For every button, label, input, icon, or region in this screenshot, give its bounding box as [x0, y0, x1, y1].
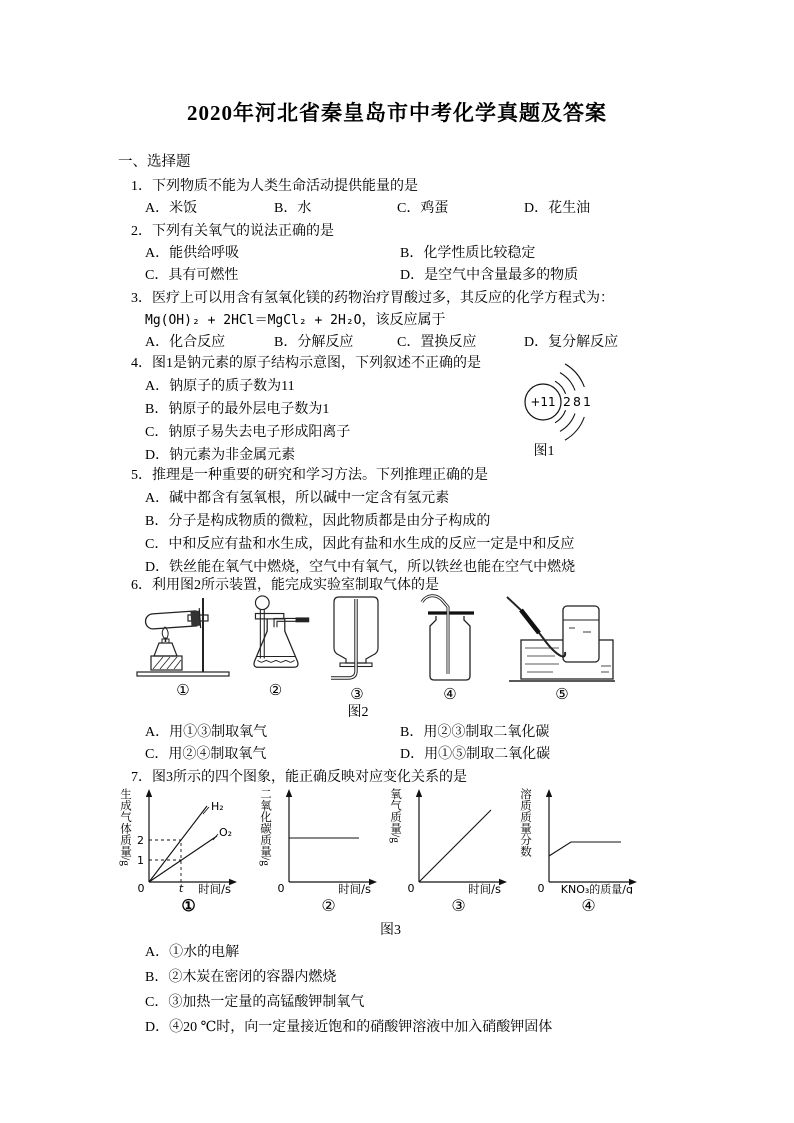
- question-5-stem: 5．推理是一种重要的研究和学习方法。下列推理正确的是: [131, 468, 488, 483]
- graph-1-number: ①: [181, 898, 196, 915]
- option: B．水: [274, 201, 312, 216]
- option: D．花生油: [524, 201, 591, 216]
- origin-label: 0: [277, 882, 285, 894]
- option: C．鸡蛋: [397, 201, 449, 216]
- question-5: [131, 464, 691, 579]
- figure-1-caption: 图1: [533, 444, 555, 459]
- origin-label: 0: [137, 882, 145, 894]
- graph-3: [388, 786, 518, 918]
- o2-line: [149, 836, 217, 882]
- apparatus-5-label: ⑤: [555, 687, 569, 703]
- graph-2-plot: [271, 786, 386, 894]
- option: B．钠原子的最外层电子数为1: [145, 402, 330, 417]
- graph-3-number: ③: [451, 898, 466, 915]
- chemical-equation: Mg(OH)₂ + 2HCl＝MgCl₂ + 2H₂O: [145, 313, 362, 328]
- question-3-stem: 3．医疗上可以用含有氢氧化镁的药物治疗胃酸过多，其反应的化学方程式为：: [131, 291, 614, 306]
- question-7-stem: 7．图3所示的四个图象，能正确反映对应变化关系的是: [131, 770, 467, 785]
- option: A．①水的电解: [145, 945, 240, 960]
- gas-jar-with-delivery-tube-icon: [416, 592, 484, 684]
- option: B．分解反应: [274, 335, 354, 350]
- apparatus-4-label: ④: [443, 687, 457, 703]
- h2-line: [149, 806, 207, 882]
- question-1-stem: 1．下列物质不能为人类生命活动提供能量的是: [131, 179, 418, 194]
- xlabel: 时间/s: [468, 882, 501, 894]
- rising-line: [419, 810, 491, 882]
- ytick-2: 2: [137, 834, 144, 847]
- question-3-options: [131, 332, 691, 354]
- xlabel: KNO₃的质量/g: [560, 883, 633, 894]
- graph-2-number: ②: [321, 898, 336, 915]
- question-4-stem: 4．图1是钠元素的原子结构示意图，下列叙述不正确的是: [131, 356, 481, 371]
- apparatus-4: [416, 592, 484, 704]
- graph-4-plot: [531, 786, 646, 894]
- shell-electron-count: 8: [573, 394, 581, 409]
- graph-2-ylabel: 二氧化碳质量/g: [259, 788, 271, 866]
- nucleus-charge: +11: [530, 395, 556, 409]
- option: D．钠元素为非金属元素: [145, 448, 296, 463]
- option: C．③加热一定量的高锰酸钾制氧气: [145, 995, 365, 1010]
- question-2: [131, 221, 691, 287]
- option: A．能供给呼吸: [145, 246, 240, 261]
- option: A．碱中都含有氢氧根，所以碱中一定含有氢元素: [145, 491, 450, 506]
- heating-test-tube-on-stand-icon: [133, 592, 233, 680]
- apparatus-1: [133, 592, 233, 700]
- option: A．钠原子的质子数为11: [145, 379, 295, 394]
- shell-electron-count: 1: [583, 394, 591, 409]
- option: D．复分解反应: [524, 335, 619, 350]
- figure-2-caption: 图2: [347, 705, 369, 720]
- shell-electron-count: 2: [563, 394, 571, 409]
- xlabel: 时间/s: [198, 882, 231, 894]
- question-1-options: [131, 198, 691, 220]
- option: A．用①③制取氧气: [145, 725, 268, 740]
- graph-1-plot: [131, 786, 246, 894]
- figure-3-graphs-row: [118, 786, 666, 918]
- series-label-h2: H₂: [211, 800, 224, 813]
- section-header: 一、选择题: [118, 154, 191, 170]
- option: B．化学性质比较稳定: [400, 246, 536, 261]
- question-6-options: [131, 722, 691, 766]
- graph-1: [118, 786, 258, 918]
- option: D．④20 ℃时，向一定量接近饱和的硝酸钾溶液中加入硝酸钾固体: [145, 1020, 553, 1035]
- apparatus-1-label: ①: [176, 683, 190, 699]
- option: D．铁丝能在氧气中燃烧，空气中有氧气，所以铁丝也能在空气中燃烧: [145, 560, 576, 575]
- option: B．分子是构成物质的微粒，因此物质都是由分子构成的: [145, 514, 491, 529]
- xtick-t: t: [178, 882, 184, 894]
- question-6-options-row-2: [131, 744, 691, 766]
- page-title: 2020年河北省秦皇岛市中考化学真题及答案: [187, 101, 607, 125]
- series-label-o2: O₂: [219, 826, 233, 839]
- rise-then-plateau-line: [549, 842, 621, 856]
- option: B．用②③制取二氧化碳: [400, 725, 550, 740]
- question-2-options-row-1: [131, 243, 691, 265]
- xlabel: 时间/s: [338, 882, 371, 894]
- inverted-bottle-with-tube-icon: [323, 592, 391, 684]
- figure-3-caption: 图3: [380, 923, 401, 938]
- apparatus-3: [323, 592, 391, 704]
- option: C．具有可燃性: [145, 268, 239, 283]
- question-6-stem: 6．利用图2所示装置，能完成实验室制取气体的是: [131, 578, 439, 593]
- figure-2-apparatus-row: [118, 592, 638, 704]
- option: D．是空气中含量最多的物质: [400, 268, 579, 283]
- apparatus-2-label: ②: [268, 683, 283, 699]
- option: B．②木炭在密闭的容器内燃烧: [145, 970, 337, 985]
- graph-4: [518, 786, 666, 918]
- ytick-1: 1: [137, 854, 144, 867]
- apparatus-3-label: ③: [350, 687, 364, 703]
- option: A．化合反应: [145, 335, 226, 350]
- origin-label: 0: [537, 882, 545, 894]
- apparatus-2: [233, 592, 318, 700]
- question-2-stem: 2．下列有关氧气的说法正确的是: [131, 224, 334, 239]
- option: D．用①⑤制取二氧化碳: [400, 747, 551, 762]
- graph-4-number: ④: [581, 898, 596, 915]
- origin-label: 0: [407, 882, 415, 894]
- question-1: [131, 176, 691, 220]
- option: C．中和反应有盐和水生成，因此有盐和水生成的反应一定是中和反应: [145, 537, 575, 552]
- question-2-options-row-2: [131, 265, 691, 287]
- option: A．米饭: [145, 201, 198, 216]
- graph-4-ylabel: 溶质质量分数: [519, 788, 531, 857]
- graph-2: [258, 786, 388, 918]
- option: C．用②④制取氧气: [145, 747, 267, 762]
- apparatus-5: [503, 592, 621, 704]
- option: C．置换反应: [397, 335, 477, 350]
- option: C．钠原子易失去电子形成阳离子: [145, 425, 351, 440]
- equation-tail: ，该反应属于: [361, 313, 446, 328]
- question-6-options-row-1: [131, 722, 691, 744]
- question-3-equation: [131, 310, 691, 332]
- graph-3-plot: [401, 786, 516, 894]
- water-trough-gas-collection-icon: [503, 592, 621, 684]
- graph-1-ylabel: 生成气体质量/g: [119, 788, 131, 866]
- graph-3-ylabel: 氧气质量/g: [389, 788, 401, 843]
- question-3: [131, 288, 691, 354]
- flask-with-thistle-funnel-icon: [233, 592, 318, 680]
- question-7-options: [131, 940, 691, 1040]
